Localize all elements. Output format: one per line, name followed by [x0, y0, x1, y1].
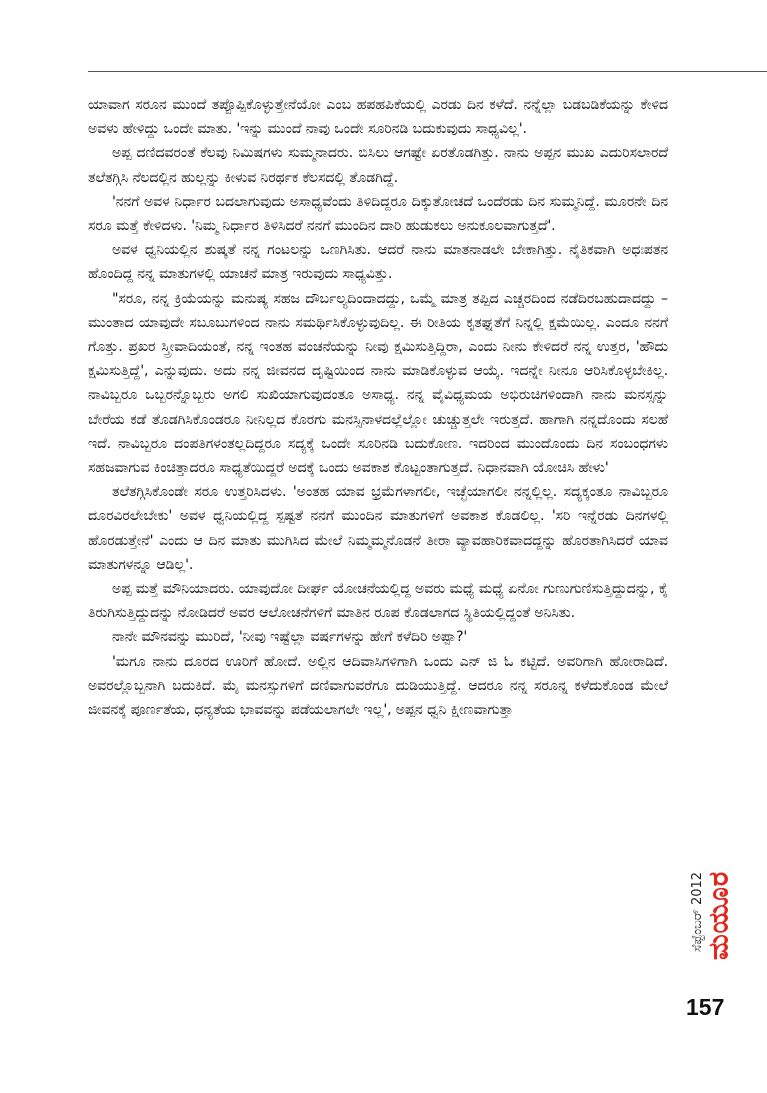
paragraph: 'ನನಗೆ ಅವಳ ನಿರ್ಧಾರ ಬದಲಾಗುವುದು ಅಸಾಧ್ಯವೆಂದು ತಿಳಿದಿದ್ದರೂ ದಿಕ್ಕುತೋಚದೆ ಒಂದೆರಡು ದಿನ ಸುಮ್ಮನಿದ್ದೆ. ಮೂರನೇ ದಿನ ಸರೂ ಮತ್ತೆ ಕೇಳಿದಳು. 'ನಿಮ್ಮ ನಿರ್ಧಾರ ತಿಳಿಸಿದರೆ ನನಗೆ ಮುಂದಿನ ದಾರಿ ಹುಡುಕಲು ಅನುಕೂಲವಾಗುತ್ತದೆ'. — [88, 193, 668, 235]
page-number: 157 — [686, 994, 725, 1020]
paragraph: ನಾನೇ ಮೌನವನ್ನು ಮುರಿದೆ, 'ನೀವು ಇಷ್ಟೆಲ್ಲಾ ವರ್ಷಗಳನ್ನು ಹೇಗೆ ಕಳೆದಿರಿ ಅಪ್ಪಾ?' — [112, 629, 468, 646]
magazine-sidebar — [682, 840, 742, 990]
issue-month-year: ಸೆಪ್ಟೆಂಬರ್ 2012 — [690, 871, 705, 952]
paragraph: "ಸರೂ, ನನ್ನ ಕ್ರಿಯೆಯನ್ನು ಮನುಷ್ಯ ಸಹಜ ದೌರ್ಬಲ್ಯದಿಂದಾದದ್ದು, ಒಮ್ಮೆ ಮಾತ್ರ ತಪ್ಪಿದ ಎಚ್ಚರದಿಂದ ನಡೆದಿರಬಹುದಾದದ್ದು – ಮುಂತಾದ ಯಾವುದೇ ಸಬೂಬುಗಳಿಂದ ನಾನು ಸಮರ್ಥಿಸಿಕೊಳ್ಳುವುದಿಲ್ಲ. ಈ ರೀತಿಯ ಕೃತಘ್ನತೆಗೆ ನಿನ್ನಲ್ಲಿ ಕ್ಷಮೆಯಿಲ್ಲ. ಎಂದೂ ನನಗೆ ಗೊತ್ತು. ಪ್ರಖರ ಸ್ತ್ರೀವಾದಿಯಂತೆ, ನನ್ನ ಇಂತಹ ವಂಚನೆಯನ್ನು ನೀವು ಕ್ಷಮಿಸುತ್ತಿದ್ದಿರಾ, ಎಂದು ನೀನು ಕೇಳಿದರೆ ನನ್ನ ಉತ್ತರ, 'ಹೌದು ಕ್ಷಮಿಸುತ್ತಿದ್ದೆ', ಎನ್ನುವುದು. ಅದು ನನ್ನ ಜೀವನದ ದೃಷ್ಟಿಯಿಂದ ನಾನು ಮಾಡಿಕೊಳ್ಳುವ ಆಯ್ಕೆ. ಇದನ್ನೇ ನೀನೂ ಆರಿಸಿಕೊಳ್ಳಬೇಕಿಲ್ಲ. ನಾವಿಬ್ಬರೂ ಒಬ್ಬರನ್ನೊಬ್ಬರು ಅಗಲಿ ಸುಖಿಯಾಗುವುದಂತೂ ಅಸಾಧ್ಯ. ನನ್ನ ವೈವಿಧ್ಯಮಯ ಅಭಿರುಚಿಗಳಿಂದಾಗಿ ನಾನು ಮನಸ್ಸನ್ನು ಬೇರೆಯ ಕಡೆ ತೊಡಗಿಸಿಕೊಂಡರೂ ನೀನಿಲ್ಲದ ಕೊರಗು ಮನಸ್ಸಿನಾಳದಲ್ಲೆಲ್ಲೋ ಚುಚ್ಚುತ್ತಲೇ ಇರುತ್ತದೆ. ಹಾಗಾಗಿ ನನ್ನದೊಂದು ಸಲಹೆ ಇದೆ. ನಾವಿಬ್ಬರೂ ದಂಪತಿಗಳಂತಲ್ಲದಿದ್ದರೂ ಸದ್ಯಕ್ಕೆ ಒಂದೇ ಸೂರಿನಡಿ ಬದುಕೋಣ. ಇದರಿಂದ ಮುಂದೊಂದು ದಿನ ಸಂಬಂಧಗಳು ಸಹಜವಾಗುವ ಕಿಂಚಿತ್ತಾದರೂ ಸಾಧ್ಯತೆಯಿದ್ದರೆ ಅದಕ್ಕೆ ಒಂದು ಅವಕಾಶ ಕೊಟ್ಟಂತಾಗುತ್ತದೆ. ನಿಧಾನವಾಗಿ ಯೋಚಿಸಿ ಹೇಳು' — [88, 290, 668, 477]
magazine-logo: ಮಯೂರ — [703, 870, 735, 960]
paragraph: ಯಾವಾಗ ಸರೂನ ಮುಂದೆ ತಪ್ಪೊಪ್ಪಿಕೊಳ್ಳುತ್ತೇನೆಯೋ ಎಂಬ ಹಪಹಪಿಕೆಯಲ್ಲಿ ಎರಡು ದಿನ ಕಳೆದೆ. ನನ್ನೆಲ್ಲಾ ಬಡಬಡಿಕೆಯನ್ನು ಕೇಳಿದ ಅವಳು ಹೇಳಿದ್ದು ಒಂದೇ ಮಾತು. 'ಇನ್ನು ಮುಂದೆ ನಾವು ಒಂದೇ ಸೂರಿನಡಿ ಬದುಕುವುದು ಸಾಧ್ಯವಿಲ್ಲ'. — [88, 97, 668, 138]
paragraph: ಅಪ್ಪ ಮತ್ತೆ ಮೌನಿಯಾದರು. ಯಾವುದೋ ದೀರ್ಘ ಯೋಚನೆಯಲ್ಲಿದ್ದ ಅವರು ಮಧ್ಯೆ ಮಧ್ಯೆ ಏನೋ ಗುಣುಗುಣಿಸುತ್ತಿದ್ದುದನ್ನು, ಕೈ ತಿರುಗಿಸುತ್ತಿದ್ದುದನ್ನು ನೋಡಿದರೆ ಅವರ ಆಲೋಚನೆಗಳಿಗೆ ಮಾತಿನ ರೂಪ ಕೊಡಲಾಗದ ಸ್ಥಿತಿಯಲ್ಲಿದ್ದಂತೆ ಅನಿಸಿತು. — [88, 581, 668, 622]
paragraph: ಅವಳ ಧ್ವನಿಯಲ್ಲಿನ ಶುಷ್ಕತೆ ನನ್ನ ಗಂಟಲನ್ನು ಒಣಗಿಸಿತು. ಆದರೆ ನಾನು ಮಾತನಾಡಲೇ ಬೇಕಾಗಿತ್ತು. ನೈತಿಕವಾಗಿ ಅಧಃಪತನ ಹೊಂದಿದ್ದ ನನ್ನ ಮಾತುಗಳಲ್ಲಿ ಯಾಚನೆ ಮಾತ್ರ ಇರುವುದು ಸಾಧ್ಯವಿತ್ತು. — [88, 242, 668, 283]
header-rule — [88, 71, 767, 72]
story-text-column — [88, 93, 668, 722]
paragraph: ಅಪ್ಪ ದಣಿದವರಂತೆ ಕೆಲವು ನಿಮಿಷಗಳು ಸುಮ್ಮನಾದರು. ಬಿಸಿಲು ಆಗಷ್ಟೇ ಏರತೊಡಗಿತ್ತು. ನಾನು ಅಪ್ಪನ ಮುಖ ಎದುರಿಸಲಾರದೆ ತಲೆತಗ್ಗಿಸಿ ನೆಲದಲ್ಲಿನ ಹುಲ್ಲನ್ನು ಕೀಳುವ ನಿರರ್ಥಕ ಕೆಲಸದಲ್ಲಿ ತೊಡಗಿದ್ದೆ. — [88, 145, 668, 186]
paragraph: ತಲೆತಗ್ಗಿಸಿಕೊಂಡೇ ಸರೂ ಉತ್ತರಿಸಿದಳು. 'ಅಂತಹ ಯಾವ ಭ್ರಮೆಗಳಾಗಲೀ, ಇಚ್ಛೆಯಾಗಲೀ ನನ್ನಲ್ಲಿಲ್ಲ. ಸದ್ಯಕ್ಕಂತೂ ನಾವಿಬ್ಬರೂ ದೂರವಿರಲೇಬೇಕು' ಅವಳ ಧ್ವನಿಯಲ್ಲಿದ್ದ ಸ್ಪಷ್ಟತೆ ನನಗೆ ಮುಂದಿನ ಮಾತುಗಳಿಗೆ ಅವಕಾಶ ಕೊಡಲಿಲ್ಲ. 'ಸರಿ ಇನ್ನೆರಡು ದಿನಗಳಲ್ಲಿ ಹೊರಡುತ್ತೇನೆ' ಎಂದು ಆ ದಿನ ಮಾತು ಮುಗಿಸಿದ ಮೇಲೆ ನಿಮ್ಮಮ್ಮನೊಡನೆ ತೀರಾ ವ್ಯಾವಹಾರಿಕವಾದದ್ದನ್ನು ಹೊರತಾಗಿಸಿದರೆ ಯಾವ ಮಾತುಗಳನ್ನೂ ಆಡಿಲ್ಲ'. — [88, 484, 668, 573]
paragraph: 'ಮಗೂ ನಾನು ದೂರದ ಊರಿಗೆ ಹೋದೆ. ಅಲ್ಲಿನ ಆದಿವಾಸಿಗಳಿಗಾಗಿ ಒಂದು ಎನ್ ಜಿ ಓ ಕಟ್ಟಿದೆ. ಅವರಿಗಾಗಿ ಹೋರಾಡಿದೆ. ಅವರಲ್ಲೊಬ್ಬನಾಗಿ ಬದುಕಿದೆ. ಮೈ ಮನಸ್ಸುಗಳಿಗೆ ದಣಿವಾಗುವರೆಗೂ ದುಡಿಯುತ್ತಿದ್ದೆ. ಆದರೂ ನನ್ನ ಸರೂನ್ನ ಕಳೆದುಕೊಂಡ ಮೇಲೆ ಜೀವನಕ್ಕೆ ಪೂರ್ಣತೆಯ, ಧನ್ಯತೆಯ ಭಾವವನ್ನು ಪಡೆಯಲಾಗಲೇ ಇಲ್ಲ', ಅಪ್ಪನ ಧ್ವನಿ ಕ್ಷೀಣವಾಗುತ್ತಾ — [88, 653, 668, 719]
